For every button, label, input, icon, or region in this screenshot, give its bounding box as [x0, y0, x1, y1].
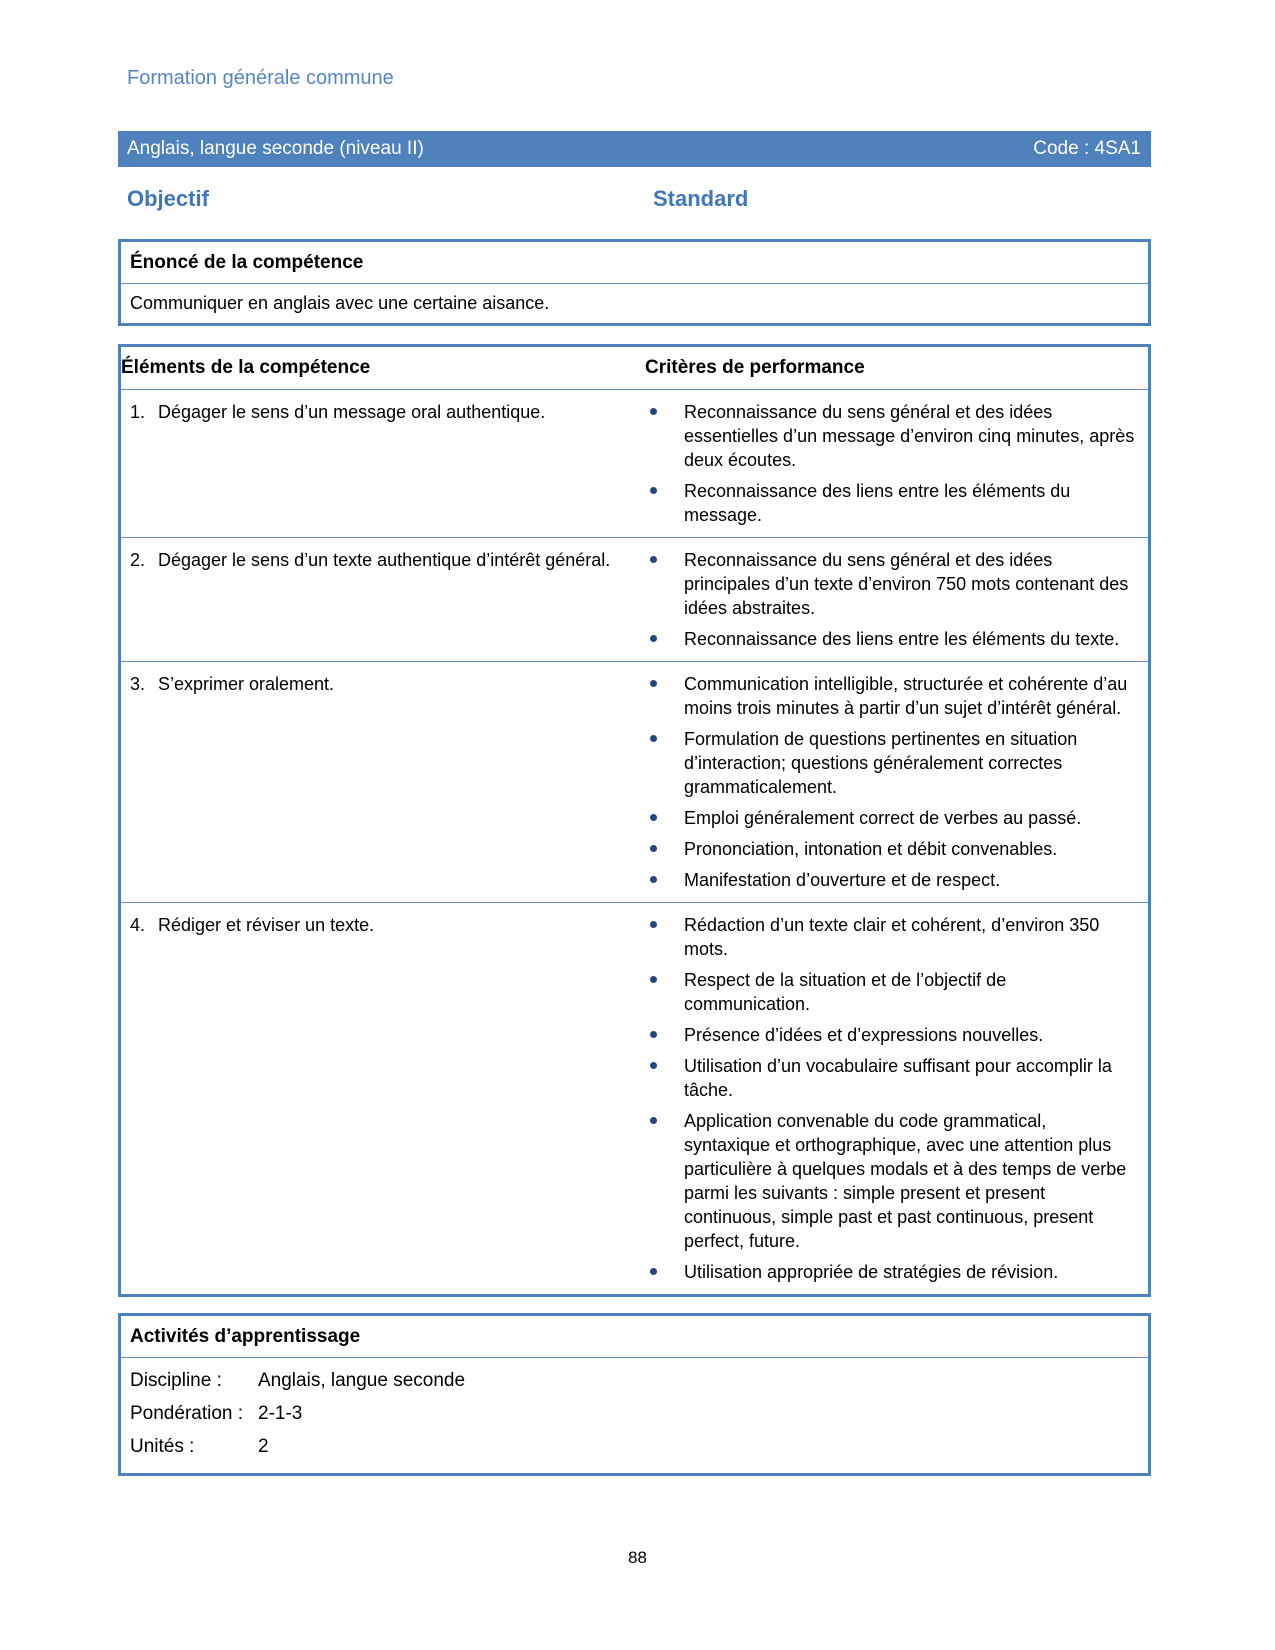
enonce-header: Énoncé de la compétence: [121, 242, 1148, 284]
enonce-body: Communiquer en anglais avec une certaine aisance.: [130, 293, 550, 313]
criterion-text: Reconnaissance des liens entre les éléments du texte.: [684, 629, 1120, 649]
bullet-icon: [650, 876, 657, 883]
bullet-icon: [650, 921, 657, 928]
activites-body: [121, 1358, 1148, 1473]
criterion-item: [650, 627, 1136, 651]
criteria-cell: [645, 903, 1148, 1294]
criterion-text: Application convenable du code grammatical, syntaxique et orthographique, avec une attention plus particulière à quelques modals et à des temps de verbe parmi les suivants : simple present et present continuous, simple past et past continuous, present perfect, future.: [684, 1111, 1127, 1251]
criterion-item: [650, 1054, 1136, 1102]
activites-row-unites: [130, 1430, 1139, 1463]
criterion-text: Rédaction d’un texte clair et cohérent, d’environ 350 mots.: [684, 915, 1100, 959]
criteria-cell: [645, 538, 1148, 661]
element-text: Dégager le sens d’un texte authentique d’intérêt général.: [158, 550, 611, 570]
criterion-item: [650, 548, 1136, 620]
criterion-text: Reconnaissance du sens général et des idées principales d’un texte d’environ 750 mots contenant des idées abstraites.: [684, 550, 1129, 618]
ponderation-label: Pondération :: [130, 1403, 244, 1424]
criterion-item: [650, 1023, 1136, 1047]
bullet-icon: [650, 1117, 657, 1124]
bullet-icon: [650, 487, 657, 494]
course-title: Anglais, langue seconde (niveau II): [127, 138, 424, 159]
unites-value: 2: [258, 1436, 269, 1457]
criterion-text: Emploi généralement correct de verbes au passé.: [684, 808, 1082, 828]
unites-label: Unités :: [130, 1436, 195, 1457]
element-text: Rédiger et réviser un texte.: [158, 915, 375, 935]
element-cell: [121, 662, 645, 902]
criterion-item: [650, 1109, 1136, 1253]
bullet-icon: [650, 1062, 657, 1069]
bullet-icon: [650, 976, 657, 983]
criterion-text: Utilisation appropriée de stratégies de révision.: [684, 1262, 1059, 1282]
activites-row-discipline: [130, 1364, 1139, 1397]
page-number: 88: [628, 1548, 647, 1567]
elements-column-header: Éléments de la compétence: [121, 357, 371, 378]
element-number: 2.: [130, 550, 146, 570]
criterion-item: [650, 479, 1136, 527]
competence-table: [118, 344, 1151, 1297]
table-row: [121, 903, 1148, 1294]
element-text: S’exprimer oralement.: [158, 674, 335, 694]
criteria-cell: [645, 390, 1148, 537]
activites-box: [118, 1313, 1151, 1476]
table-row: [121, 662, 1148, 903]
criterion-item: [650, 837, 1136, 861]
criterion-text: Formulation de questions pertinentes en situation d’interaction; questions généralement correctes grammaticalement.: [684, 729, 1078, 797]
criteres-column-header: Critères de performance: [645, 357, 865, 378]
element-number: 4.: [130, 915, 146, 935]
ponderation-value: 2-1-3: [258, 1403, 303, 1424]
criterion-text: Communication intelligible, structurée et cohérente d’au moins trois minutes à partir d’un sujet d’intérêt général.: [684, 674, 1128, 718]
criterion-text: Reconnaissance des liens entre les éléments du message.: [684, 481, 1071, 525]
bullet-icon: [650, 556, 657, 563]
criterion-item: [650, 868, 1136, 892]
criterion-item: [650, 672, 1136, 720]
criterion-item: [650, 400, 1136, 472]
element-cell: [121, 903, 645, 1294]
criterion-text: Reconnaissance du sens général et des idées essentielles d’un message d’environ cinq minutes, après deux écoutes.: [684, 402, 1135, 470]
criterion-item: [650, 913, 1136, 961]
table-header-row: [121, 347, 1148, 390]
document-content: [118, 0, 1151, 1476]
course-title-bar: [118, 131, 1151, 167]
element-number: 3.: [130, 674, 146, 694]
objectif-heading: Objectif: [127, 186, 209, 211]
criterion-item: [650, 1260, 1136, 1284]
bullet-icon: [650, 1031, 657, 1038]
criteria-cell: [645, 662, 1148, 902]
table-row: [121, 538, 1148, 662]
bullet-icon: [650, 635, 657, 642]
standard-heading: Standard: [653, 186, 749, 211]
criterion-item: [650, 968, 1136, 1016]
bullet-icon: [650, 845, 657, 852]
bullet-icon: [650, 408, 657, 415]
element-number: 1.: [130, 402, 146, 422]
element-text: Dégager le sens d’un message oral authentique.: [158, 402, 546, 422]
activites-header: Activités d’apprentissage: [121, 1316, 1148, 1358]
discipline-value: Anglais, langue seconde: [258, 1370, 466, 1391]
criterion-item: [650, 727, 1136, 799]
criterion-text: Présence d’idées et d’expressions nouvelles.: [684, 1025, 1044, 1045]
element-cell: [121, 538, 645, 661]
criterion-text: Prononciation, intonation et débit convenables.: [684, 839, 1058, 859]
headings-row: [118, 186, 1151, 212]
bullet-icon: [650, 814, 657, 821]
table-row: [121, 390, 1148, 538]
discipline-label: Discipline :: [130, 1370, 222, 1391]
bullet-icon: [650, 1268, 657, 1275]
section-title: Formation générale commune: [127, 67, 394, 89]
bullet-icon: [650, 735, 657, 742]
activites-row-ponderation: [130, 1397, 1139, 1430]
criterion-text: Respect de la situation et de l’objectif de communication.: [684, 970, 1007, 1014]
criterion-text: Utilisation d’un vocabulaire suffisant pour accomplir la tâche.: [684, 1056, 1112, 1100]
criterion-item: [650, 806, 1136, 830]
enonce-box: [118, 239, 1151, 326]
element-cell: [121, 390, 645, 537]
criterion-text: Manifestation d’ouverture et de respect.: [684, 870, 1001, 890]
bullet-icon: [650, 680, 657, 687]
course-code: Code : 4SA1: [1033, 138, 1141, 159]
